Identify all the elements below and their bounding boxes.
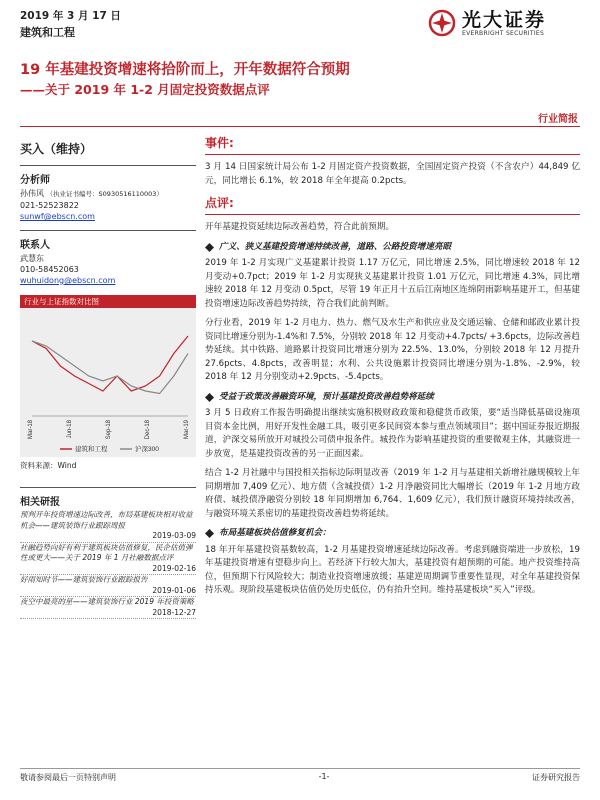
header-divider xyxy=(20,126,580,127)
diamond-bullet-icon xyxy=(205,243,214,252)
sidebar-divider xyxy=(20,230,196,231)
chart-title: 行业与上证指数对比图 xyxy=(20,295,196,308)
diamond-bullet-icon xyxy=(205,393,214,402)
subheading-text: 受益于政策改善融资环境，预计基建投资改善趋势将延续 xyxy=(219,391,434,402)
x-tick-label: Dec-18 xyxy=(145,420,151,440)
related-date: 2018-12-27 xyxy=(152,607,196,617)
contact-email-link[interactable]: wuhuidong@ebscn.com xyxy=(20,276,116,285)
legend-label: 建筑和工程 xyxy=(75,446,108,453)
related-list xyxy=(20,510,196,619)
related-item[interactable] xyxy=(20,543,196,576)
contact-heading: 联系人 xyxy=(20,240,50,251)
related-title: 夜空中最亮的星——建筑装饰行业 2019 年投资策略 xyxy=(20,597,194,606)
brand-logo xyxy=(428,6,578,40)
related-title: 预判开年投资增速边际改善，布局基建板块相对收益机会——建筑装饰行业跟踪周报 xyxy=(20,510,193,530)
page-number: -1- xyxy=(318,772,330,781)
x-tick-label: Mar-18 xyxy=(28,420,34,440)
sidebar-divider xyxy=(20,487,196,488)
subheading-1 xyxy=(205,241,580,255)
logo-english: EVERBRIGHT SECURITIES xyxy=(462,29,545,37)
comment-heading: 点评: xyxy=(205,196,234,210)
analyst-name xyxy=(20,188,196,200)
logo-chinese: 光大证券 xyxy=(462,8,547,31)
chart-plot xyxy=(20,308,196,457)
related-item[interactable] xyxy=(20,575,196,597)
report-type: 行业简报 xyxy=(538,114,578,125)
report-date: 2019 年 3 月 17 日 xyxy=(20,10,121,22)
events-heading: 事件: xyxy=(205,136,234,150)
comment-intro: 开年基建投资延续边际改善趋势，符合此前预期。 xyxy=(205,222,395,232)
footer-divider xyxy=(20,768,580,769)
subheading-2 xyxy=(205,391,580,405)
subheading-text: 广义、狭义基建投资增速持续改善，道路、公路投资增速亮眼 xyxy=(219,241,452,252)
contact-phone: 010-58452063 xyxy=(20,265,79,274)
related-title: 好雨知时节——建筑装饰行业跟踪报告 xyxy=(20,575,148,584)
events-paragraph: 3 月 14 日国家统计局公布 1-2 月固定资产投资数据，全国固定资产投资（不含农户）44,849 亿元，同比增长 6.1%，较 2018 年全年提高 0.2pcts。 xyxy=(205,162,580,186)
chart-source: 资料来源：Wind xyxy=(20,461,77,470)
paragraph: 2019 年 1-2 月实现广义基建累计投资 1.17 万亿元，同比增速 2.5%，同比增速较 2018 年 12 月变动+0.7pct；2019 年 1-2 月实现狭义基建累计投资 1.01 万亿元，同比增速 4.3%，同比增速较 2018 年 12 月变动 0.5pct，尽管 19 年正月十五后江南地区连绵阴雨影响基建开工，但基建投资增速边际改善趋势持续，符合我们此前判断。 xyxy=(205,258,580,309)
series-line xyxy=(32,336,188,391)
everbright-logo-icon xyxy=(428,9,456,37)
related-item[interactable] xyxy=(20,597,196,619)
analyst-name-text: 孙伟风 xyxy=(20,189,44,198)
paragraph: 分行业看，2019 年 1-2 月电力、热力、燃气及水生产和供应业及交通运输、仓储和邮政业累计投资同比增速分别为-1.4%和 7.5%，分别较 2018 年 12 月变动+4.7pcts/ +3.6pcts，边际改善趋势延续。其中铁路、道路累计投资同比增速分别为 22.5%、13.0%，分别较 2018 年 12 月提升 27.6pcts、4.8pcts，改善明显；水利、公共设施累计投资同比增速分别为-1.8%、-2.9%，较 2018 年 12 月分别变动+2.9pcts、-5.4pcts。 xyxy=(205,318,580,382)
related-date: 2019-03-09 xyxy=(152,531,196,540)
footer-report-label: 证券研究报告 xyxy=(532,773,580,782)
footer xyxy=(20,772,580,783)
analyst-email-link[interactable]: sunwf@ebscn.com xyxy=(20,212,95,221)
legend-label: 沪深300 xyxy=(135,446,159,453)
sidebar-divider xyxy=(20,165,196,166)
x-tick-label: Sep-18 xyxy=(106,420,112,440)
x-tick-label: Jun-18 xyxy=(67,420,73,439)
paragraph: 3 月 5 日政府工作报告明确提出继续实施积极财政政策和稳健货币政策，要“适当降低基础设施项目资本金比例，用好开发性金融工具，吸引更多民间资本参与重点领域项目”；据中国证券报近期报道，沪深交易所放开对城投公司债申报条件。城投作为影响基建投资的重要微观主体，其融资进一步放宽，是基建投资改善的另一正面因素。 xyxy=(205,408,580,459)
sector-label: 建筑和工程 xyxy=(20,26,75,39)
section-divider xyxy=(205,154,580,155)
related-item[interactable] xyxy=(20,510,196,543)
subheading-3 xyxy=(205,527,580,541)
main-content xyxy=(205,134,580,604)
paragraph: 18 年开年基建投资基数较高，1-2 月基建投资增速延续边际改善。考虑到融资端进一步放松，19 年基建投资增速有望稳步向上。若经济下行较大加大，基建投资有超预期的可能。地产投资维持高位，但预期下行风险较大；制造业投资增速放缓；基建逆周期调节重要性显现，对全年基建投资保持乐观。现阶段基建板块估值仍处历史低位，仍有抬升空间。维持基建板块“买入”评级。 xyxy=(205,544,580,595)
footer-disclaimer: 敬请参阅最后一页特别声明 xyxy=(20,773,116,782)
analyst-phone: 021-52523822 xyxy=(20,201,79,210)
analyst-heading: 分析师 xyxy=(20,175,50,186)
related-title: 社融趋势向好有利于建筑板块估值修复，民企估值弹性或更大——关于 2019 年 1 月社融数据点评 xyxy=(20,542,193,562)
x-tick-label: Mar-19 xyxy=(184,420,190,440)
related-date: 2019-02-16 xyxy=(152,563,196,573)
section-divider xyxy=(205,214,580,215)
report-subtitle: ——关于 2019 年 1-2 月固定投资数据点评 xyxy=(20,82,270,97)
diamond-bullet-icon xyxy=(205,529,214,538)
related-reports xyxy=(20,487,196,619)
analyst-cert: （执业证书编号：S0930516110003） xyxy=(46,190,163,198)
related-heading: 相关研报 xyxy=(20,497,60,508)
related-date: 2019-01-06 xyxy=(152,585,196,595)
sidebar xyxy=(20,134,196,619)
index-comparison-chart xyxy=(20,295,196,457)
report-title: 19 年基建投资增速将拾阶而上，开年数据符合预期 xyxy=(20,62,350,78)
paragraph: 结合 1-2 月社融中与国投相关指标边际明显改善（2019 年 1-2 月与基建相关新增社融规模较上年同期增加 7,409 亿元）、地方债（含城投债）1-2 月净融资同比大幅增长（2019 年 1-2 月地方政府债、城投债净融资分别较 18 年同期增加 6,764、1,609 亿元），我们预计融资环境持续改善，与融资环境关系密切的基建投资改善趋势将延续。 xyxy=(205,468,580,519)
rating: 买入（维持） xyxy=(20,142,93,156)
subheading-text: 布局基建板块估值修复机会： xyxy=(219,528,331,538)
contact-name: 武慧东 xyxy=(20,254,44,263)
